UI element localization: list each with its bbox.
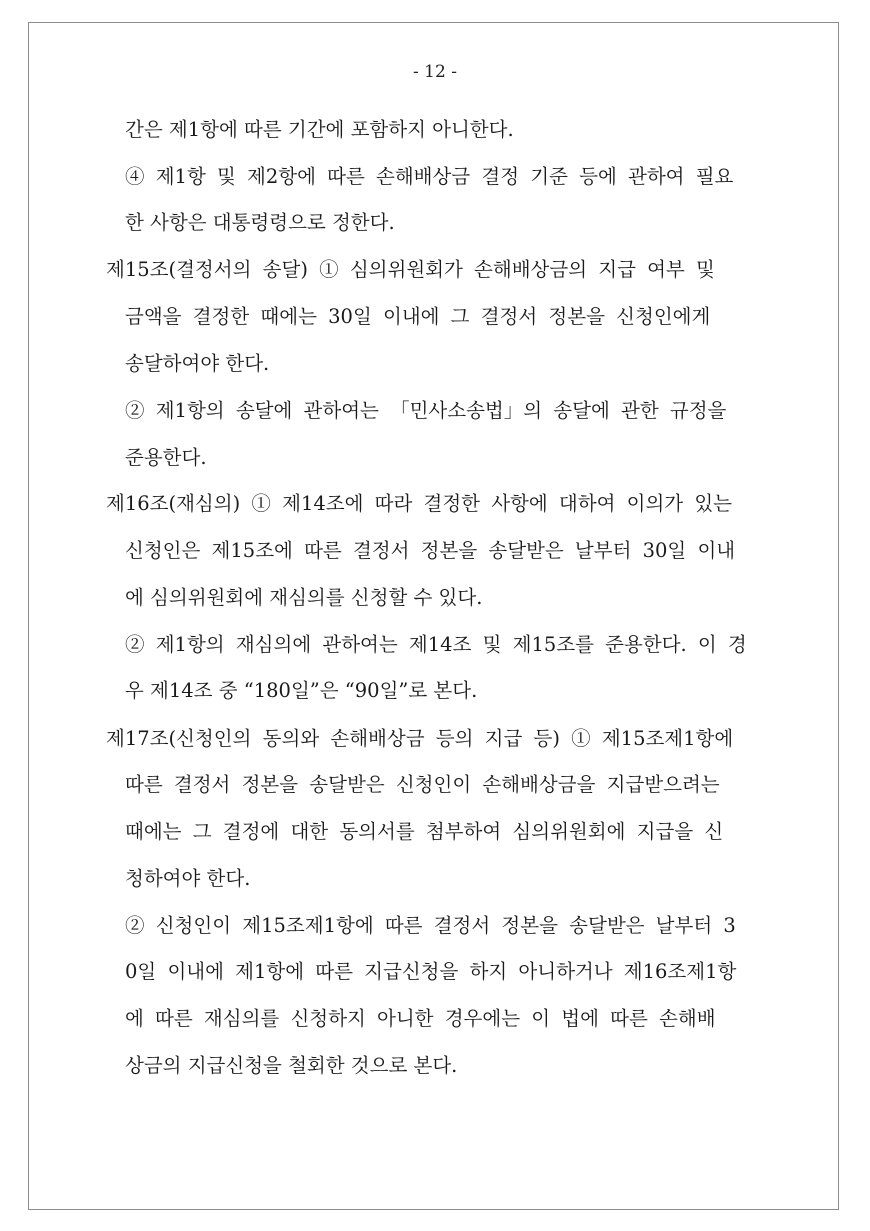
text-line: 따른 결정서 정본을 송달받은 신청인이 손해배상금을 지급받으려는 [125,773,720,796]
text-line: 제15조(결정서의 송달) ① 심의위원회가 손해배상금의 지급 여부 및 [106,258,715,281]
text-line: 에 따른 재심의를 신청하지 아니한 경우에는 이 법에 따른 손해배 [125,1007,716,1030]
text-line: 우 제14조 중 “180일”은 “90일”로 본다. [125,679,478,702]
text-line: 신청인은 제15조에 따른 결정서 정본을 송달받은 날부터 30일 이내 [125,539,736,562]
text-line: 준용한다. [125,446,207,469]
text-line: 때에는 그 결정에 대한 동의서를 첨부하여 심의위원회에 지급을 신 [125,820,724,843]
text-line: 제17조(신청인의 동의와 손해배상금 등의 지급 등) ① 제15조제1항에 [106,727,734,750]
text-line: 0일 이내에 제1항에 따른 지급신청을 하지 아니하거나 제16조제1항 [125,960,737,983]
text-line: 에 심의위원회에 재심의를 신청할 수 있다. [125,586,483,609]
text-line: ④ 제1항 및 제2항에 따른 손해배상금 결정 기준 등에 관하여 필요 [125,165,734,188]
text-line: 한 사항은 대통령령으로 정한다. [125,211,395,234]
text-line: 상금의 지급신청을 철회한 것으로 본다. [125,1054,458,1077]
text-line: 제16조(재심의) ① 제14조에 따라 결정한 사항에 대하여 이의가 있는 [106,492,733,515]
text-line: ② 신청인이 제15조제1항에 따른 결정서 정본을 송달받은 날부터 3 [125,914,736,937]
text-line: 금액을 결정한 때에는 30일 이내에 그 결정서 정본을 신청인에게 [125,305,711,328]
text-line: 송달하여야 한다. [125,352,270,375]
text-line: ② 제1항의 송달에 관하여는 「민사소송법」의 송달에 관한 규정을 [125,399,727,422]
page-number: - 12 - [413,62,457,82]
text-line: 청하여야 한다. [125,867,251,890]
text-line: ② 제1항의 재심의에 관하여는 제14조 및 제15조를 준용한다. 이 경 [125,633,747,656]
text-line: 간은 제1항에 따른 기간에 포함하지 아니한다. [125,118,514,141]
